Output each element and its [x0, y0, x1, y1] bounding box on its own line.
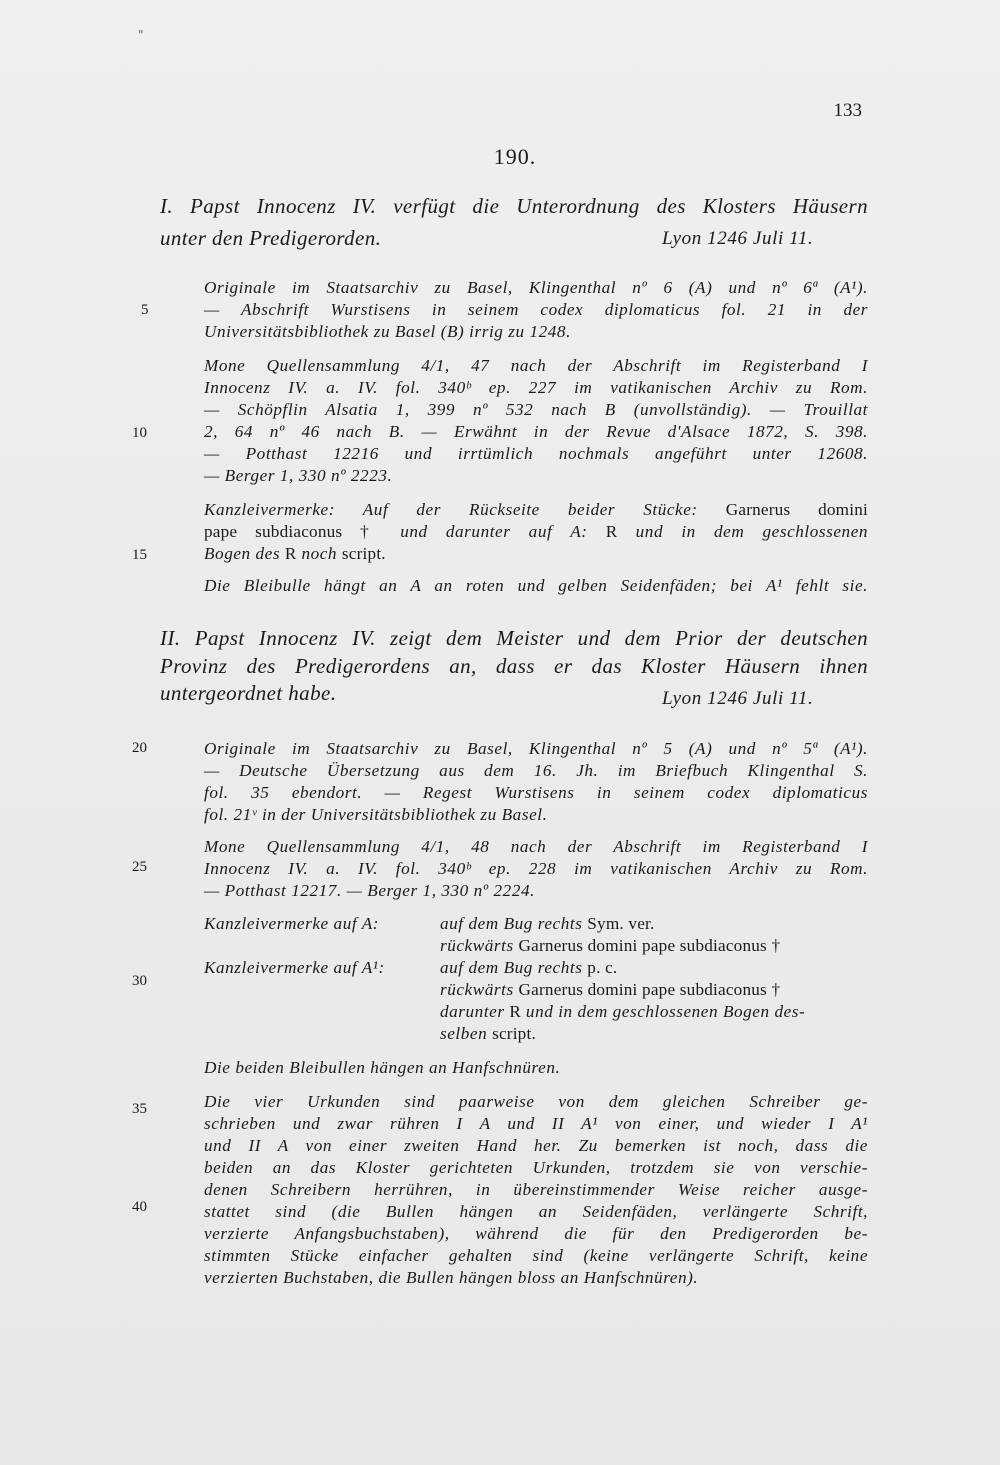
section2-p5-line: beiden an das Kloster gerichteten Urkunden, trotzdem sie von verschie-	[204, 1158, 868, 1177]
section1-p1-line: Originale im Staatsarchiv zu Basel, Klingenthal nº 6 (A) und nº 6ª (A¹).	[204, 278, 868, 297]
section2-p1-line: fol. 21ᵛ in der Universitätsbibliothek zu Basel.	[204, 805, 548, 824]
section2-p2-line: Mone Quellensammlung 4/1, 48 nach der Abschrift im Registerband I	[204, 837, 868, 856]
line-number: 10	[132, 425, 147, 441]
section2-date: Lyon 1246 Juli 11.	[662, 688, 814, 709]
section2-p1-line: — Deutsche Übersetzung aus dem 16. Jh. im Briefbuch Klingenthal S.	[204, 761, 868, 780]
section1-p3-line3: Bogen des R noch script.	[204, 544, 386, 563]
section2-p5-line: stimmten Stücke einfacher gehalten sind (keine verlängerte Schrift, keine	[204, 1246, 868, 1265]
section1-p4-line: Die Bleibulle hängt an A an roten und gelben Seidenfäden; bei A¹ fehlt sie.	[204, 576, 868, 595]
section1-p2-line: Mone Quellensammlung 4/1, 47 nach der Abschrift im Registerband I	[204, 356, 868, 375]
section1-p1-line: Universitätsbibliothek zu Basel (B) irrig zu 1248.	[204, 322, 571, 341]
line-number: 35	[132, 1101, 147, 1117]
section2-p2-line: Innocenz IV. a. IV. fol. 340ᵇ ep. 228 im vatikanischen Archiv zu Rom.	[204, 859, 868, 878]
section2-p2-line: — Potthast 12217. — Berger 1, 330 nº 2224.	[204, 881, 535, 900]
section2-p1-line: fol. 35 ebendort. — Regest Wurstisens in seinem codex diplomaticus	[204, 783, 868, 802]
line-number: 25	[132, 859, 147, 875]
section1-title-line1: I. Papst Innocenz IV. verfügt die Unterordnung des Klosters Häusern	[160, 194, 868, 218]
section2-p5-line: denen Schreibern herrühren, in übereinstimmender Weise reicher ausge-	[204, 1180, 868, 1199]
kanzlei-a-line2: rückwärts Garnerus domini pape subdiaconus †	[440, 936, 781, 955]
kanzlei-label-a: Kanzleivermerke auf A:	[204, 914, 380, 933]
kanzlei-a1-line4: selben script.	[440, 1024, 536, 1043]
kanzlei-a1-line3: darunter R und in dem geschlossenen Bogen des-	[440, 1002, 806, 1021]
line-number: 20	[132, 740, 147, 756]
line-number: 15	[132, 547, 147, 563]
section2-p5-line: schrieben und zwar rühren I A und II A¹ von einer, und wieder I A¹	[204, 1114, 868, 1133]
section1-p2-line: — Schöpflin Alsatia 1, 399 nº 532 nach B (unvollständig). — Trouillat	[204, 400, 868, 419]
kanzlei-label-a1: Kanzleivermerke auf A¹:	[204, 958, 385, 977]
kanzlei-a-line1: auf dem Bug rechts Sym. ver.	[440, 914, 655, 933]
section1-p2-line: 2, 64 nº 46 nach B. — Erwähnt in der Revue d'Alsace 1872, S. 398.	[204, 422, 868, 441]
section2-p5-line: verzierte Anfangsbuchstaben), während die für den Predigerorden be-	[204, 1224, 868, 1243]
section2-p5-line: und II A von einer zweiten Hand her. Zu bemerken ist noch, dass die	[204, 1136, 868, 1155]
section2-p1-line: Originale im Staatsarchiv zu Basel, Klingenthal nº 5 (A) und nº 5ª (A¹).	[204, 739, 868, 758]
section1-date: Lyon 1246 Juli 11.	[662, 228, 814, 249]
kanzlei-a1-line2: rückwärts Garnerus domini pape subdiaconus †	[440, 980, 781, 999]
kanzlei-a1-line1: auf dem Bug rechts p. c.	[440, 958, 618, 977]
page-number: 133	[833, 100, 862, 121]
line-number: 30	[132, 973, 147, 989]
section2-p5-line: stattet sind (die Bullen hängen an Seidenfäden, verlängerte Schrift,	[204, 1202, 868, 1221]
margin-mark: "	[138, 28, 144, 42]
section1-p2-line: Innocenz IV. a. IV. fol. 340ᵇ ep. 227 im vatikanischen Archiv zu Rom.	[204, 378, 868, 397]
section2-title-line2: Provinz des Predigerordens an, dass er das Kloster Häusern ihnen	[160, 654, 868, 678]
section2-p5-line: Die vier Urkunden sind paarweise von dem gleichen Schreiber ge-	[204, 1092, 868, 1111]
line-number: 40	[132, 1199, 147, 1215]
section1-p3-line2: pape subdiaconus † und darunter auf A: R und in dem geschlossenen	[204, 522, 869, 541]
section2-title-line3: untergeordnet habe.	[160, 681, 337, 705]
line-number: 5	[141, 302, 149, 318]
section2-title-line1: II. Papst Innocenz IV. zeigt dem Meister und dem Prior der deutschen	[160, 626, 868, 650]
section2-p5-line: verzierten Buchstaben, die Bullen hängen bloss an Hanfschnüren).	[204, 1268, 699, 1287]
section1-p2-line: — Potthast 12216 und irrtümlich nochmals angeführt unter 12608.	[204, 444, 868, 463]
section2-p4-line: Die beiden Bleibullen hängen an Hanfschnüren.	[204, 1058, 561, 1077]
section1-p3-line1: Kanzleivermerke: Auf der Rückseite beider Stücke: Garnerus domini	[204, 500, 868, 519]
section1-p1-line: — Abschrift Wurstisens in seinem codex diplomaticus fol. 21 in der	[204, 300, 868, 319]
document-number: 190.	[493, 144, 537, 169]
section1-p2-line: — Berger 1, 330 nº 2223.	[204, 466, 393, 485]
section1-title-line2: unter den Predigerorden.	[160, 226, 382, 250]
